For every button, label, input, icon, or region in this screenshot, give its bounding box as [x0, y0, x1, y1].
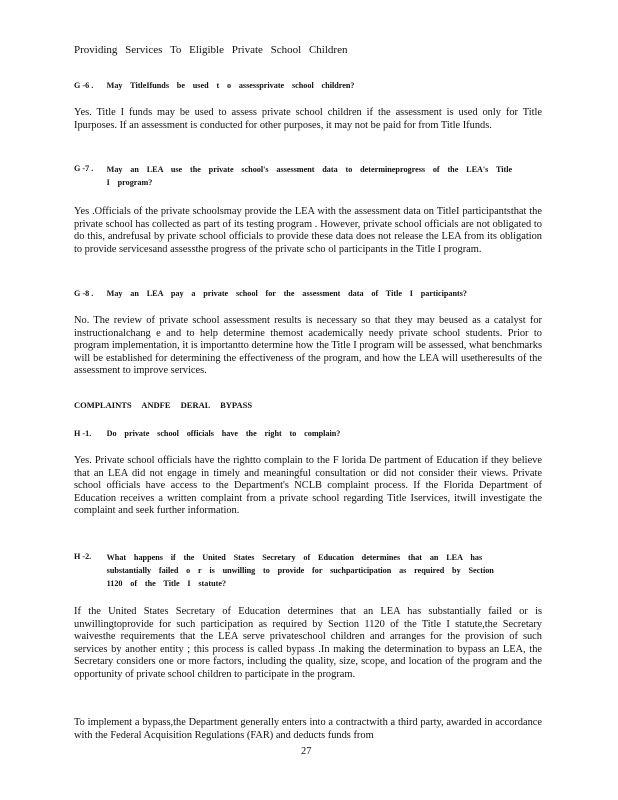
question-h2	[74, 551, 525, 590]
answer-h2: If the United States Secretary of Education determines that an LEA has substantially failed or is unwillingtoprovide for such participation as required by Section 1120 of the Title I statute,the Secretary waivesthe requirements that the LEA serve privateschool children and arranges for the provision of such services by another entity ; this process is called bypass .In making the determination to bypass an LEA, the Secretary considers one or more factors, including the quality, size, scope, and location of the program and the opportunity of private school children to participate in the program.	[74, 606, 542, 680]
closing-paragraph: To implement a bypass,the Department generally enters into a contractwith a third party, awarded in accordance with the Federal Acquisition Regulations (FAR) and deducts funds from	[74, 717, 542, 741]
section-heading: COMPLAINTS ANDFE DERAL BYPASS	[74, 400, 253, 410]
question-g7	[74, 163, 525, 189]
running-header: Providing Services To Eligible Private School Children	[74, 44, 348, 56]
question-number: G -8 .	[74, 288, 94, 298]
answer-g6: Yes. Title I funds may be used to assess private school children if the assessment is used only for Title Ipurposes. If an assessment is conducted for other purposes, it may not be paid for from Title Ifunds.	[74, 107, 542, 131]
question-text: May an LEA use the private school's assessment data to determineprogress of the LEA's Title I program?	[106, 164, 513, 187]
question-number: G -6 .	[74, 80, 94, 90]
question-text: May TitleIfunds be used t o assessprivate school children?	[106, 80, 355, 90]
question-text: Do private school officials have the right to complain?	[106, 428, 341, 438]
page-number: 27	[301, 746, 312, 757]
question-g6	[74, 80, 525, 90]
answer-g8: No. The review of private school assessment results is necessary so that they may beused as a catalyst for instructionalchang e and to help determine themost academically needy private school students. Prior to program implementation, it is importantto determine how the Title I program will be assessed, what benchmarks will be established for determining the effectiveness of the program, and how the LEA will usetheresults of the assessment to improve services.	[74, 315, 542, 377]
question-text: May an LEA pay a private school for the assessment data of Title I participants?	[106, 288, 467, 298]
question-h1	[74, 428, 525, 438]
question-number: H -2.	[74, 551, 92, 561]
question-g8	[74, 288, 525, 298]
answer-h1: Yes. Private school officials have the rightto complain to the F lorida De partment of Education if they believe that an LEA did not engage in timely and meaningful consultation or did not consider their views. Private school officials have access to the Department's NCLB complaint process. If the Florida Department of Education receives a written complaint from a private school regarding Title Iservices, itwill investigate the complaint and seek further information.	[74, 455, 542, 517]
question-text: What happens if the United States Secretary of Education determines that an LEA has substantially failed o r is unwilling to provide for suchparticipation as required by Section 1120 of the Title I statute?	[106, 552, 494, 588]
answer-g7: Yes .Officials of the private schoolsmay provide the LEA with the assessment data on TitleI participantsthat the private school has collected as part of its testing program . However, private school officials are not obligated to do this, andrefusal by private school officials to provide these data does not release the LEA from its obligation to provide servicesand assessthe progress of the private scho ol participants in the Title I program.	[74, 206, 542, 255]
question-number: G -7 .	[74, 163, 94, 173]
question-number: H -1.	[74, 428, 92, 438]
